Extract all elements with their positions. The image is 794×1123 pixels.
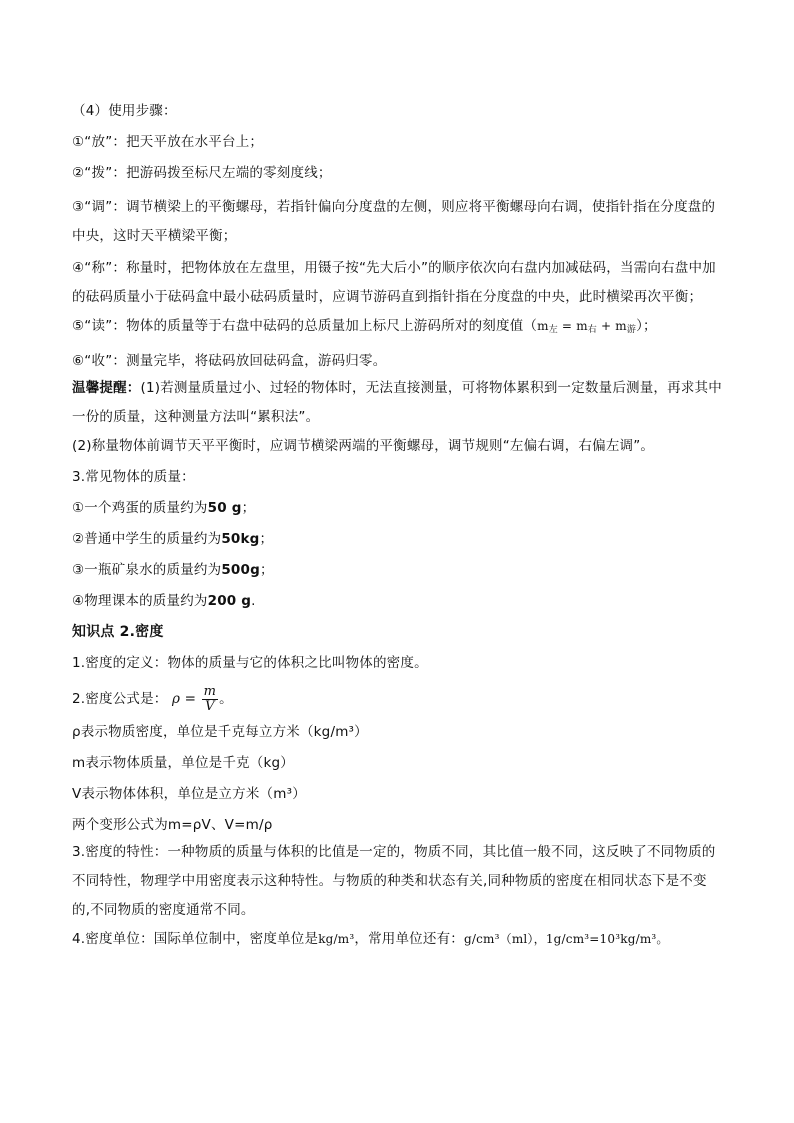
volume-description: V表示物体体积，单位是立方米（m³） bbox=[72, 786, 306, 802]
density-property: 3.密度的特性：一种物质的质量与体积的比值是一定的，物质不同，其比值一般不同，这反映了不同物质的不同特性，物理学中用密度表示这种特性。与物质的种类和状态有关,同种物质的密度在相同状态下是不变的,不同物质的密度通常不同。 bbox=[72, 844, 716, 918]
step-5-formula: $m_左 = m_右 + m_游$ bbox=[537, 319, 637, 335]
tips-label: 温馨提醒： bbox=[72, 380, 141, 396]
common-mass-item-4: ④物理课本的质量约为200 g. bbox=[72, 593, 256, 609]
rho-description: ρ表示物质密度，单位是千克每立方米（kg/m³） bbox=[72, 724, 368, 740]
step-2: ②“拨”：把游码拨至标尺左端的零刻度线； bbox=[72, 165, 332, 181]
common-mass-item-2: ②普通中学生的质量约为50kg； bbox=[72, 531, 274, 547]
formula-fraction: $\frac{m}{V}$ bbox=[203, 683, 217, 714]
density-definition: 1.密度的定义：物体的质量与它的体积之比叫物体的密度。 bbox=[72, 655, 428, 671]
step-5: ⑤“读”：物体的质量等于右盘中砝码的总质量加上标尺上游码所对的刻度值$(m_左 = m_右 + m_游)$； bbox=[72, 318, 657, 335]
density-unit: 4.密度单位：国际单位制中，密度单位是kg/m³，常用单位还有：g/cm³（ml），1g/cm³=10³kg/m³。 bbox=[72, 931, 669, 947]
step-1: ①“放”：把天平放在水平台上； bbox=[72, 134, 264, 150]
variant-formulas: 两个变形公式为m=ρV、V=m/ρ bbox=[72, 817, 273, 833]
common-mass-title: 3.常见物体的质量： bbox=[72, 469, 195, 485]
steps-title: （4）使用步骤： bbox=[72, 103, 177, 119]
tip-2: (2)称量物体前调节天平平衡时，应调节横梁两端的平衡螺母，调节规则“左偏右调，右偏左调”。 bbox=[72, 438, 655, 454]
tip-1 bbox=[72, 374, 722, 432]
tip-1-text: (1)若测量质量过小、过轻的物体时，无法直接测量，可将物体累积到一定数量后测量，再求其中一份的质量，这种测量方法叫“累积法”。 bbox=[72, 380, 722, 425]
common-mass-item-1: ①一个鸡蛋的质量约为50 g； bbox=[72, 500, 256, 516]
common-mass-item-3: ③一瓶矿泉水的质量约为500g； bbox=[72, 562, 274, 578]
density-heading: 知识点 2.密度 bbox=[72, 624, 164, 640]
step-4: ④“称”：称量时，把物体放在左盘里，用镊子按“先大后小”的顺序依次向右盘内加减砝码，当需向右盘中加的砝码质量小于砝码盒中最小砝码质量时，应调节游码直到指针指在分度盘的中央，此时横梁再次平衡； bbox=[72, 260, 716, 305]
mass-description: m表示物体质量，单位是千克（kg） bbox=[72, 755, 294, 771]
step-3: ③“调”：调节横梁上的平衡螺母，若指针偏向分度盘的左侧，则应将平衡螺母向右调，使指针指在分度盘的中央，这时天平横梁平衡； bbox=[72, 199, 716, 244]
density-formula: 2.密度公式是： ρ = $\frac{m}{V}$ 。 bbox=[72, 683, 233, 714]
step-6: ⑥“收”：测量完毕，将砝码放回砝码盒，游码归零。 bbox=[72, 353, 387, 369]
formula-lhs: ρ = bbox=[171, 691, 197, 707]
step-5-text: ⑤“读”：物体的质量等于右盘中砝码的总质量加上标尺上游码所对的刻度值（ bbox=[72, 318, 538, 334]
